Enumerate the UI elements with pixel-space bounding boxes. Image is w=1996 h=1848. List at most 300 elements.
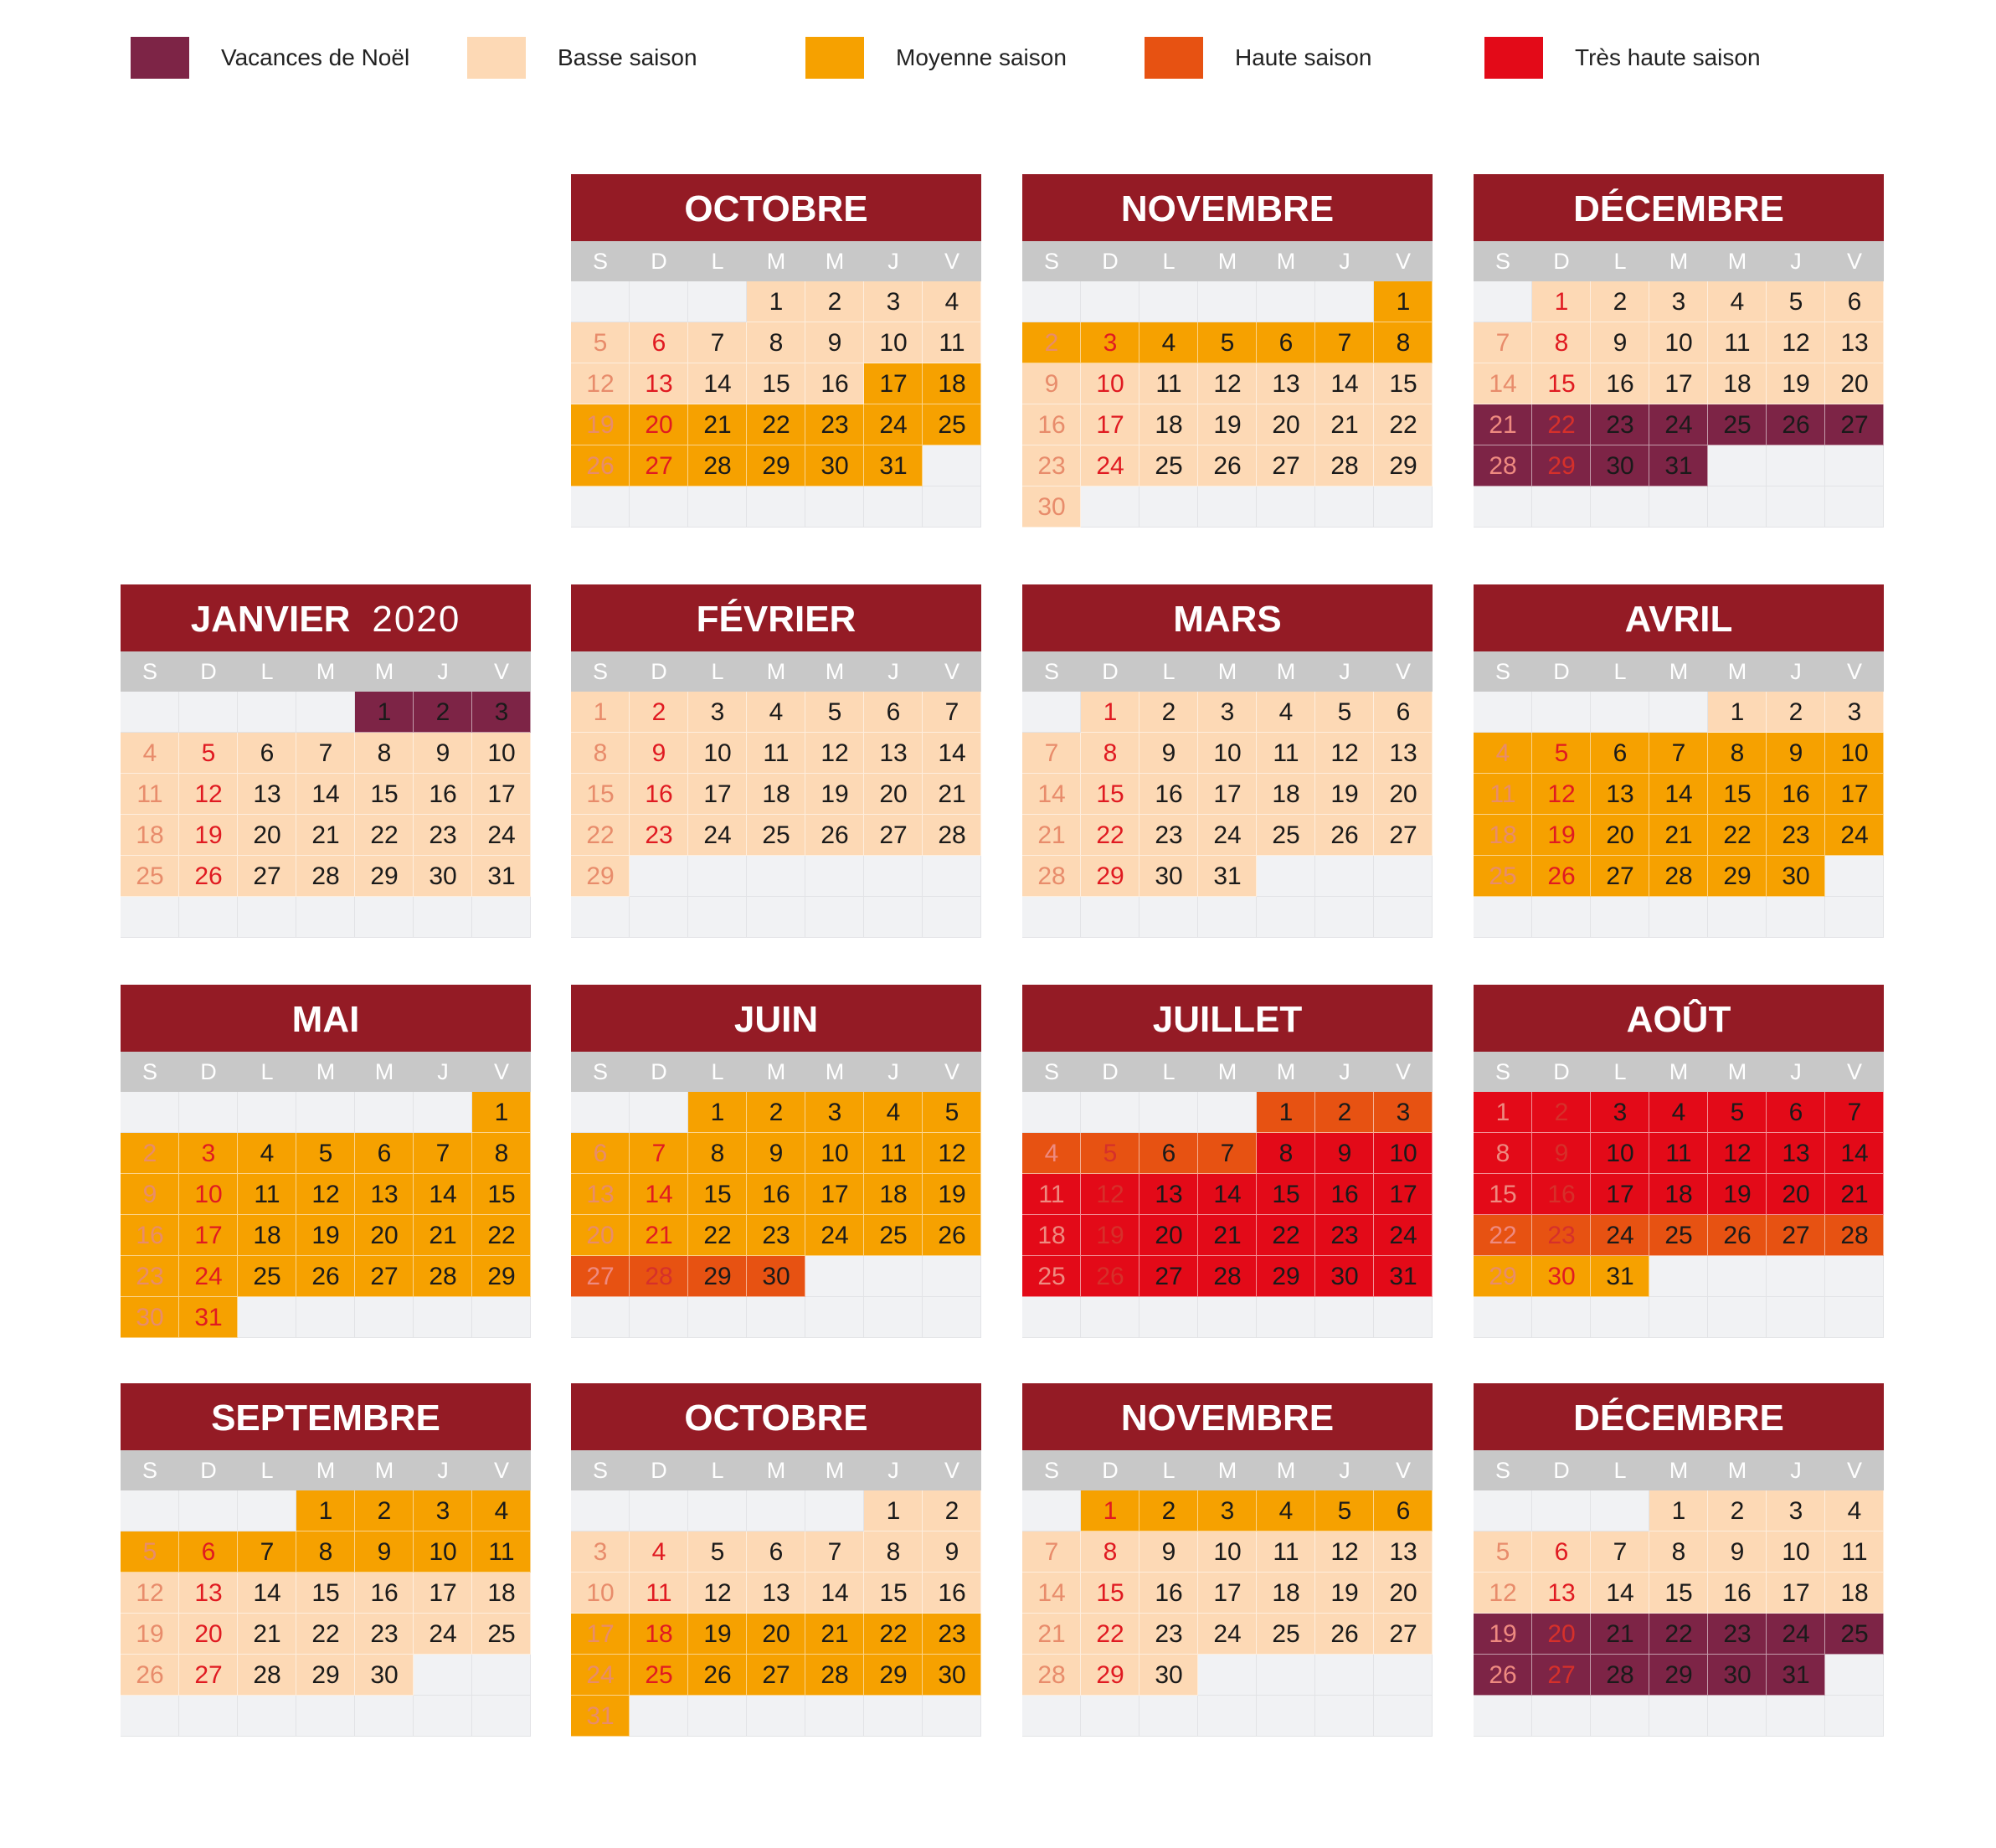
empty-cell: [414, 897, 472, 938]
day-cell: 31: [1649, 445, 1708, 486]
day-cell: 18: [1649, 1174, 1708, 1215]
day-cell: 11: [121, 774, 179, 815]
weekday-label: M: [374, 659, 394, 684]
day-cell: 1: [355, 692, 414, 733]
day-cell: 12: [688, 1573, 747, 1614]
day-cell: 27: [747, 1655, 805, 1696]
day-cell: 12: [1081, 1174, 1139, 1215]
day-cell: 5: [121, 1531, 179, 1573]
weekday-label: M: [1217, 249, 1237, 274]
month-calendar: [1474, 584, 1884, 938]
empty-cell: [1315, 486, 1374, 528]
empty-cell: [414, 1655, 472, 1696]
weekday-label: D: [1553, 659, 1570, 684]
day-cell: 18: [747, 774, 805, 815]
weekday-label: M: [766, 659, 786, 684]
empty-cell: [1825, 897, 1884, 938]
empty-cell: [805, 856, 864, 897]
day-cell: 4: [1257, 692, 1315, 733]
empty-cell: [1825, 1256, 1884, 1297]
day-cell: 24: [1825, 815, 1884, 856]
empty-cell: [688, 897, 747, 938]
day-cell: 25: [864, 1215, 923, 1256]
month-title: [1022, 584, 1433, 651]
day-cell: 17: [571, 1614, 630, 1655]
empty-cell: [1022, 897, 1081, 938]
day-cell: 16: [1708, 1573, 1767, 1614]
day-cell: 10: [1198, 733, 1257, 774]
empty-cell: [121, 1092, 179, 1133]
weekday-label: M: [825, 659, 845, 684]
empty-cell: [805, 1297, 864, 1338]
month-name: NOVEMBRE: [1120, 188, 1335, 229]
weekday-label: S: [141, 659, 157, 684]
day-cell: 6: [1532, 1531, 1591, 1573]
day-cell: 30: [121, 1297, 179, 1338]
month-name: JUILLET: [1152, 999, 1303, 1040]
empty-cell: [1374, 856, 1433, 897]
empty-cell: [1257, 1696, 1315, 1737]
day-cell: 10: [1649, 322, 1708, 363]
day-cell: 10: [1374, 1133, 1433, 1174]
empty-cell: [238, 1092, 296, 1133]
weekday-label: V: [493, 1458, 509, 1483]
day-cell: 10: [571, 1573, 630, 1614]
day-cell: 16: [1139, 1573, 1198, 1614]
day-cell: 7: [1315, 322, 1374, 363]
empty-cell: [1081, 1696, 1139, 1737]
day-cell: 19: [923, 1174, 981, 1215]
day-cell: 8: [571, 733, 630, 774]
empty-cell: [747, 856, 805, 897]
weekday-label: V: [493, 1059, 509, 1084]
day-cell: 12: [121, 1573, 179, 1614]
weekday-header: [571, 1052, 981, 1092]
empty-cell: [1532, 1490, 1591, 1531]
day-cell: 29: [1708, 856, 1767, 897]
weekday-label: S: [1043, 1059, 1059, 1084]
day-cell: 13: [571, 1174, 630, 1215]
day-cell: 28: [1649, 856, 1708, 897]
day-cell: 5: [179, 733, 238, 774]
weekday-header: [571, 651, 981, 692]
month-name: FÉVRIER: [696, 599, 857, 640]
weekday-label: D: [1102, 1458, 1119, 1483]
day-cell: 1: [1649, 1490, 1708, 1531]
day-cell: 4: [1257, 1490, 1315, 1531]
day-grid: [1474, 692, 1884, 938]
day-cell: 31: [864, 445, 923, 486]
day-cell: 17: [472, 774, 531, 815]
weekday-label: D: [1553, 249, 1570, 274]
day-cell: 15: [355, 774, 414, 815]
empty-cell: [1825, 856, 1884, 897]
day-cell: 12: [1198, 363, 1257, 404]
day-cell: 18: [1825, 1573, 1884, 1614]
day-cell: 28: [630, 1256, 688, 1297]
day-cell: 31: [179, 1297, 238, 1338]
day-cell: 15: [472, 1174, 531, 1215]
day-cell: 30: [1315, 1256, 1374, 1297]
month-title: [1474, 174, 1884, 241]
legend-swatch: [805, 37, 864, 79]
empty-cell: [1081, 281, 1139, 322]
day-cell: 28: [1022, 1655, 1081, 1696]
day-cell: 9: [1139, 733, 1198, 774]
day-cell: 16: [1532, 1174, 1591, 1215]
day-cell: 5: [688, 1531, 747, 1573]
day-cell: 1: [296, 1490, 355, 1531]
day-cell: 2: [1139, 692, 1198, 733]
day-cell: 9: [805, 322, 864, 363]
day-cell: 14: [1825, 1133, 1884, 1174]
empty-cell: [688, 486, 747, 528]
day-cell: 5: [1081, 1133, 1139, 1174]
day-cell: 4: [472, 1490, 531, 1531]
day-grid: [1474, 1092, 1884, 1338]
day-cell: 22: [1081, 1614, 1139, 1655]
day-cell: 14: [1591, 1573, 1649, 1614]
day-cell: 25: [1022, 1256, 1081, 1297]
day-cell: 14: [238, 1573, 296, 1614]
day-cell: 18: [1139, 404, 1198, 445]
day-cell: 6: [355, 1133, 414, 1174]
day-cell: 6: [1139, 1133, 1198, 1174]
day-cell: 17: [179, 1215, 238, 1256]
day-cell: 30: [1708, 1655, 1767, 1696]
day-grid: [571, 1092, 981, 1338]
empty-cell: [238, 1696, 296, 1737]
empty-cell: [1022, 692, 1081, 733]
day-cell: 18: [923, 363, 981, 404]
day-grid: [121, 1490, 531, 1737]
day-grid: [1022, 1092, 1433, 1338]
weekday-label: L: [711, 1458, 724, 1483]
day-cell: 6: [1825, 281, 1884, 322]
empty-cell: [355, 1696, 414, 1737]
weekday-label: L: [260, 1059, 274, 1084]
day-cell: 3: [1649, 281, 1708, 322]
month-calendar: [121, 584, 531, 938]
day-cell: 18: [630, 1614, 688, 1655]
day-cell: 3: [571, 1531, 630, 1573]
day-cell: 31: [1591, 1256, 1649, 1297]
day-cell: 27: [1257, 445, 1315, 486]
day-cell: 2: [121, 1133, 179, 1174]
day-cell: 19: [1081, 1215, 1139, 1256]
day-cell: 30: [923, 1655, 981, 1696]
empty-cell: [1649, 1696, 1708, 1737]
weekday-label: L: [711, 659, 724, 684]
empty-cell: [1591, 692, 1649, 733]
day-cell: 20: [355, 1215, 414, 1256]
day-cell: 29: [571, 856, 630, 897]
day-cell: 13: [1257, 363, 1315, 404]
weekday-label: M: [1217, 1458, 1237, 1483]
day-cell: 1: [747, 281, 805, 322]
empty-cell: [238, 1297, 296, 1338]
day-cell: 25: [1257, 1614, 1315, 1655]
day-cell: 12: [1315, 1531, 1374, 1573]
day-cell: 6: [1591, 733, 1649, 774]
day-cell: 2: [1708, 1490, 1767, 1531]
day-cell: 15: [1708, 774, 1767, 815]
day-cell: 14: [923, 733, 981, 774]
day-cell: 29: [688, 1256, 747, 1297]
empty-cell: [1591, 1696, 1649, 1737]
weekday-label: L: [260, 1458, 274, 1483]
empty-cell: [864, 1297, 923, 1338]
empty-cell: [472, 1655, 531, 1696]
empty-cell: [1767, 1696, 1825, 1737]
weekday-label: S: [592, 659, 608, 684]
day-cell: 30: [414, 856, 472, 897]
weekday-label: J: [437, 659, 449, 684]
day-cell: 1: [1532, 281, 1591, 322]
day-cell: 6: [630, 322, 688, 363]
day-cell: 22: [688, 1215, 747, 1256]
weekday-label: M: [825, 1059, 845, 1084]
day-cell: 9: [1591, 322, 1649, 363]
day-cell: 30: [805, 445, 864, 486]
day-cell: 3: [1081, 322, 1139, 363]
empty-cell: [1257, 897, 1315, 938]
day-cell: 18: [121, 815, 179, 856]
day-cell: 11: [630, 1573, 688, 1614]
day-cell: 14: [630, 1174, 688, 1215]
day-cell: 10: [472, 733, 531, 774]
day-cell: 11: [1139, 363, 1198, 404]
empty-cell: [747, 486, 805, 528]
day-cell: 8: [1532, 322, 1591, 363]
day-cell: 27: [864, 815, 923, 856]
day-cell: 19: [571, 404, 630, 445]
month-calendar: [1022, 174, 1433, 528]
day-cell: 6: [1374, 1490, 1433, 1531]
weekday-label: J: [887, 249, 899, 274]
weekday-label: S: [1494, 659, 1510, 684]
weekday-label: V: [944, 249, 959, 274]
empty-cell: [688, 1490, 747, 1531]
empty-cell: [805, 486, 864, 528]
month-title: [1022, 1383, 1433, 1450]
day-cell: 1: [472, 1092, 531, 1133]
weekday-label: D: [200, 659, 217, 684]
day-cell: 29: [1081, 1655, 1139, 1696]
day-cell: 11: [238, 1174, 296, 1215]
day-cell: 23: [630, 815, 688, 856]
day-cell: 21: [296, 815, 355, 856]
day-cell: 19: [1532, 815, 1591, 856]
day-cell: 1: [1374, 281, 1433, 322]
day-cell: 7: [414, 1133, 472, 1174]
legend: [0, 37, 1996, 79]
weekday-label: S: [141, 1458, 157, 1483]
day-cell: 2: [1139, 1490, 1198, 1531]
empty-cell: [238, 1490, 296, 1531]
day-cell: 1: [688, 1092, 747, 1133]
day-cell: 24: [472, 815, 531, 856]
day-cell: 2: [1767, 692, 1825, 733]
day-cell: 27: [1374, 815, 1433, 856]
day-cell: 25: [1825, 1614, 1884, 1655]
weekday-label: D: [651, 659, 667, 684]
empty-cell: [923, 856, 981, 897]
day-cell: 8: [1081, 1531, 1139, 1573]
month-calendar: [1022, 1383, 1433, 1737]
day-cell: 8: [355, 733, 414, 774]
day-cell: 15: [1474, 1174, 1532, 1215]
empty-cell: [630, 856, 688, 897]
day-cell: 17: [805, 1174, 864, 1215]
day-cell: 8: [864, 1531, 923, 1573]
day-cell: 25: [1257, 815, 1315, 856]
day-cell: 5: [1315, 1490, 1374, 1531]
weekday-label: J: [1339, 1458, 1350, 1483]
empty-cell: [1198, 486, 1257, 528]
day-cell: 27: [1591, 856, 1649, 897]
day-cell: 2: [1591, 281, 1649, 322]
day-cell: 19: [121, 1614, 179, 1655]
day-cell: 29: [296, 1655, 355, 1696]
day-cell: 13: [630, 363, 688, 404]
day-cell: 17: [1198, 1573, 1257, 1614]
weekday-label: V: [1395, 1458, 1411, 1483]
weekday-label: L: [1613, 659, 1627, 684]
empty-cell: [414, 1696, 472, 1737]
day-cell: 24: [1198, 815, 1257, 856]
day-grid: [1022, 281, 1433, 528]
day-cell: 26: [296, 1256, 355, 1297]
day-cell: 24: [414, 1614, 472, 1655]
day-cell: 22: [1081, 815, 1139, 856]
weekday-header: [1474, 1450, 1884, 1490]
legend-label: Basse saison: [558, 44, 697, 70]
day-cell: 23: [805, 404, 864, 445]
day-cell: 30: [1532, 1256, 1591, 1297]
day-cell: 15: [296, 1573, 355, 1614]
day-grid: [1022, 1490, 1433, 1737]
day-cell: 10: [864, 322, 923, 363]
day-grid: [1022, 692, 1433, 938]
day-cell: 15: [1081, 774, 1139, 815]
day-cell: 10: [688, 733, 747, 774]
day-cell: 26: [805, 815, 864, 856]
day-cell: 8: [1257, 1133, 1315, 1174]
month-calendar: [1474, 1383, 1884, 1737]
day-cell: 18: [1257, 774, 1315, 815]
day-cell: 13: [1825, 322, 1884, 363]
weekday-header: [121, 1052, 531, 1092]
day-cell: 23: [1591, 404, 1649, 445]
day-cell: 12: [571, 363, 630, 404]
empty-cell: [1257, 1655, 1315, 1696]
month-title: [1022, 174, 1433, 241]
weekday-label: V: [944, 1059, 959, 1084]
day-cell: 9: [121, 1174, 179, 1215]
day-cell: 14: [1198, 1174, 1257, 1215]
day-cell: 22: [864, 1614, 923, 1655]
day-cell: 19: [1474, 1614, 1532, 1655]
day-cell: 31: [1767, 1655, 1825, 1696]
empty-cell: [1474, 897, 1532, 938]
day-cell: 15: [1532, 363, 1591, 404]
weekday-label: M: [1217, 659, 1237, 684]
day-cell: 26: [571, 445, 630, 486]
empty-cell: [1591, 1297, 1649, 1338]
empty-cell: [923, 1297, 981, 1338]
day-cell: 21: [688, 404, 747, 445]
day-cell: 21: [414, 1215, 472, 1256]
month-calendar: [121, 1383, 531, 1737]
day-cell: 4: [1825, 1490, 1884, 1531]
weekday-label: M: [1217, 1059, 1237, 1084]
empty-cell: [805, 1696, 864, 1737]
day-cell: 11: [1257, 1531, 1315, 1573]
day-cell: 4: [1474, 733, 1532, 774]
day-cell: 31: [472, 856, 531, 897]
empty-cell: [1767, 445, 1825, 486]
day-cell: 27: [571, 1256, 630, 1297]
day-cell: 8: [296, 1531, 355, 1573]
empty-cell: [630, 1297, 688, 1338]
day-cell: 25: [1649, 1215, 1708, 1256]
day-cell: 3: [472, 692, 531, 733]
day-cell: 25: [1139, 445, 1198, 486]
month-title: [1022, 985, 1433, 1052]
day-cell: 16: [414, 774, 472, 815]
day-cell: 26: [121, 1655, 179, 1696]
empty-cell: [1474, 1490, 1532, 1531]
day-cell: 23: [747, 1215, 805, 1256]
empty-cell: [179, 1696, 238, 1737]
day-cell: 25: [1708, 404, 1767, 445]
day-cell: 30: [1139, 856, 1198, 897]
day-cell: 23: [1708, 1614, 1767, 1655]
day-cell: 25: [747, 815, 805, 856]
weekday-label: J: [1790, 659, 1802, 684]
day-cell: 27: [1767, 1215, 1825, 1256]
weekday-label: D: [1102, 1059, 1119, 1084]
empty-cell: [1198, 1655, 1257, 1696]
day-cell: 14: [1474, 363, 1532, 404]
weekday-label: M: [1669, 1458, 1689, 1483]
day-cell: 20: [1767, 1174, 1825, 1215]
day-cell: 10: [179, 1174, 238, 1215]
month-name: DÉCEMBRE: [1573, 188, 1784, 229]
empty-cell: [1708, 1256, 1767, 1297]
day-cell: 5: [1198, 322, 1257, 363]
day-cell: 18: [864, 1174, 923, 1215]
day-cell: 22: [1708, 815, 1767, 856]
day-cell: 5: [296, 1133, 355, 1174]
empty-cell: [923, 1256, 981, 1297]
day-cell: 5: [1767, 281, 1825, 322]
empty-cell: [923, 897, 981, 938]
day-cell: 3: [688, 692, 747, 733]
month-title: [571, 985, 981, 1052]
day-cell: 23: [1139, 1614, 1198, 1655]
empty-cell: [747, 897, 805, 938]
day-cell: 14: [688, 363, 747, 404]
day-cell: 26: [1767, 404, 1825, 445]
empty-cell: [630, 486, 688, 528]
day-cell: 25: [1474, 856, 1532, 897]
day-cell: 27: [179, 1655, 238, 1696]
empty-cell: [1532, 1297, 1591, 1338]
empty-cell: [630, 1696, 688, 1737]
weekday-label: L: [711, 249, 724, 274]
